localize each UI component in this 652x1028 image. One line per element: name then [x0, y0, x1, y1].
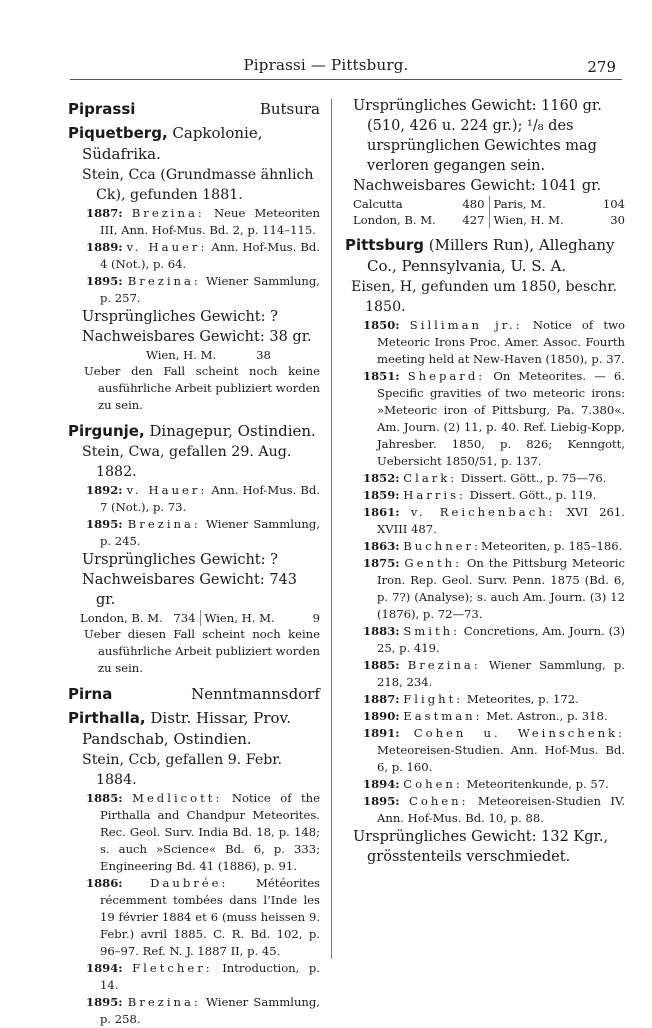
entry-name: Piprassi	[68, 100, 136, 118]
entry-description: Stein, Cca (Grundmasse ähnlich Ck), gefunden 1881.	[82, 167, 314, 203]
entry-description: Eisen, H, gefunden um 1850, beschr. 1850.	[351, 279, 618, 315]
cross-reference: Butsura	[259, 100, 320, 118]
reference: 1895: Brezina: Wiener Sammlung, p. 245.	[86, 517, 320, 548]
reference: 1887: Brezina: Neue Meteoriten III, Ann. Hof-Mus. Bd. 2, p. 114–115.	[86, 206, 320, 237]
reference: 1863: Buchner:Meteoriten, p. 185–186.	[363, 539, 623, 553]
reference: 1883: Smith: Concretions, Am. Journ. (3) 25, p. 419.	[363, 624, 625, 655]
location-row: London, B. M. 734 Wien, H. M. 9	[80, 611, 320, 625]
reference: 1875: Genth: On the Pittsburg Meteoric Iron. Rep. Geol. Surv. Penn. 1875 (Bd. 6, p. 7?) (Analyse); s. auch Am. Journ. (3) 12 (1876), p. 72—73.	[363, 556, 626, 621]
reference: 1861: v. Reichenbach: XVI 261. XVIII 487.	[363, 505, 625, 536]
reference: 1895: Brezina: Wiener Sammlung, p. 257.	[86, 274, 320, 305]
original-weight: Ursprüngliches Gewicht: ?	[82, 552, 278, 568]
reference: 1892: v. Hauer: Ann. Hof-Mus. Bd. 7 (Not.), p. 73.	[86, 483, 320, 514]
entry-location: Capkolonie, Südafrika.	[82, 124, 263, 163]
original-weight: Ursprüngliches Gewicht: 1160 gr. (510, 426 u. 224 gr.); ¹/₈ des ursprünglichen Gewichtes mag verloren gegangen sein.	[353, 98, 602, 174]
entry-description: Stein, Cwa, gefallen 29. Aug. 1882.	[82, 444, 292, 480]
entry-name: Piquetberg,	[68, 124, 168, 142]
entry-location: Dinagepur, Ostindien.	[144, 422, 316, 440]
running-header: Piprassi — Pittsburg.	[243, 56, 409, 74]
header-rule	[70, 79, 622, 80]
known-weight: Nachweisbares Gewicht: 38 gr.	[82, 329, 312, 345]
entry-pirthalla	[68, 708, 320, 1028]
reference: 1885: Brezina: Wiener Sammlung, p. 218, 234.	[363, 658, 625, 689]
original-weight: Ursprüngliches Gewicht: ?	[82, 309, 278, 325]
page-number: 279	[587, 58, 616, 76]
entry-piquetberg	[68, 123, 320, 414]
known-weight: Nachweisbares Gewicht: 1041 gr.	[353, 178, 602, 194]
entry-piprassi	[68, 99, 320, 120]
known-weight: Nachweisbares Gewicht: 743 gr.	[82, 572, 298, 608]
entry-pittsburg	[345, 235, 625, 867]
reference: 1890: Eastman: Met. Astron., p. 318.	[363, 709, 608, 723]
column-divider	[331, 99, 332, 959]
location-row: London, B. M. 427 Wien, H. M. 30	[353, 213, 625, 227]
reference: 1895: Brezina: Wiener Sammlung, p. 258.	[86, 995, 320, 1026]
location-row: Calcutta 480 Paris, M. 104	[353, 197, 625, 211]
original-weight: Ursprüngliches Gewicht: 132 Kgr., grösstenteils verschmiedet.	[353, 829, 609, 865]
reference: 1850: Silliman jr.: Notice of two Meteoric Irons Proc. Amer. Assoc. Fourth meeting held at New-Haven (1850), p. 37.	[363, 318, 625, 366]
reference: 1894: Fletcher: Introduction, p. 14.	[86, 961, 320, 992]
entry-name: Pirgunje,	[68, 422, 145, 440]
reference: 1886: Daubrée: Météorites récemment tombées dans l’Inde les 19 février 1884 et 6 (muss heissen 9. Febr.) avril 1885. C. R. Bd. 102, p. 96–97. Ref. N. J. 1887 II, p. 45.	[86, 876, 321, 958]
entry-note: Ueber diesen Fall scheint noch keine ausführliche Arbeit publiziert worden zu sein.	[84, 627, 320, 675]
reference: 1891: Cohen u. Weinschenk: Meteoreisen-Studien. Ann. Hof-Mus. Bd. 6, p. 160.	[363, 726, 625, 774]
entry-pirna	[68, 684, 320, 705]
right-column	[345, 96, 625, 867]
entry-description: Stein, Ccb, gefallen 9. Febr. 1884.	[82, 752, 283, 788]
reference: 1851: Shepard: On Meteorites. — 6. Specific gravities of two meteoric irons: »Meteoric iron of Pittsburg, Pa. 7.380«. Am. Journ. (2) 11, p. 40. Ref. Liebig-Kopp, Jahresber. 1850, p. 826; Kenngott, Uebersicht 1850/51, p. 137.	[363, 369, 625, 468]
entry-location: (Millers Run), Alleghany Co., Pennsylvania, U. S. A.	[367, 236, 615, 275]
entry-name: Pittsburg	[345, 236, 424, 254]
location-row: Wien, H. M. 38	[146, 348, 271, 362]
reference: 1852: Clark: Dissert. Gött., p. 75—76.	[363, 471, 607, 485]
entry-location: Distr. Hissar, Prov. Pandschab, Ostindien.	[82, 709, 292, 748]
reference: 1887: Flight: Meteorites, p. 172.	[363, 692, 579, 706]
reference: 1894: Cohen: Meteoritenkunde, p. 57.	[363, 777, 609, 791]
entry-note: Ueber den Fall scheint noch keine ausführliche Arbeit publiziert worden zu sein.	[84, 364, 320, 412]
left-column	[68, 96, 320, 1028]
entry-name: Pirthalla,	[68, 709, 146, 727]
reference: 1859: Harris: Dissert. Gött., p. 119.	[363, 488, 597, 502]
reference: 1895: Cohen: Meteoreisen-Studien IV. Ann. Hof-Mus. Bd. 10, p. 88.	[363, 794, 626, 825]
entry-name: Pirna	[68, 685, 113, 703]
reference: 1885: Medlicott: Notice of the Pirthalla and Chandpur Meteorites. Rec. Geol. Surv. India Bd. 18, p. 148; s. auch »Science« Bd. 6, p. 333; Engineering Bd. 41 (1886), p. 91.	[86, 791, 320, 873]
entry-pirthalla-continued	[345, 96, 625, 228]
cross-reference: Nenntmannsdorf	[191, 685, 320, 703]
reference: 1889: v. Hauer: Ann. Hof-Mus. Bd. 4 (Not.), p. 64.	[86, 240, 320, 271]
entry-pirgunje	[68, 421, 320, 677]
